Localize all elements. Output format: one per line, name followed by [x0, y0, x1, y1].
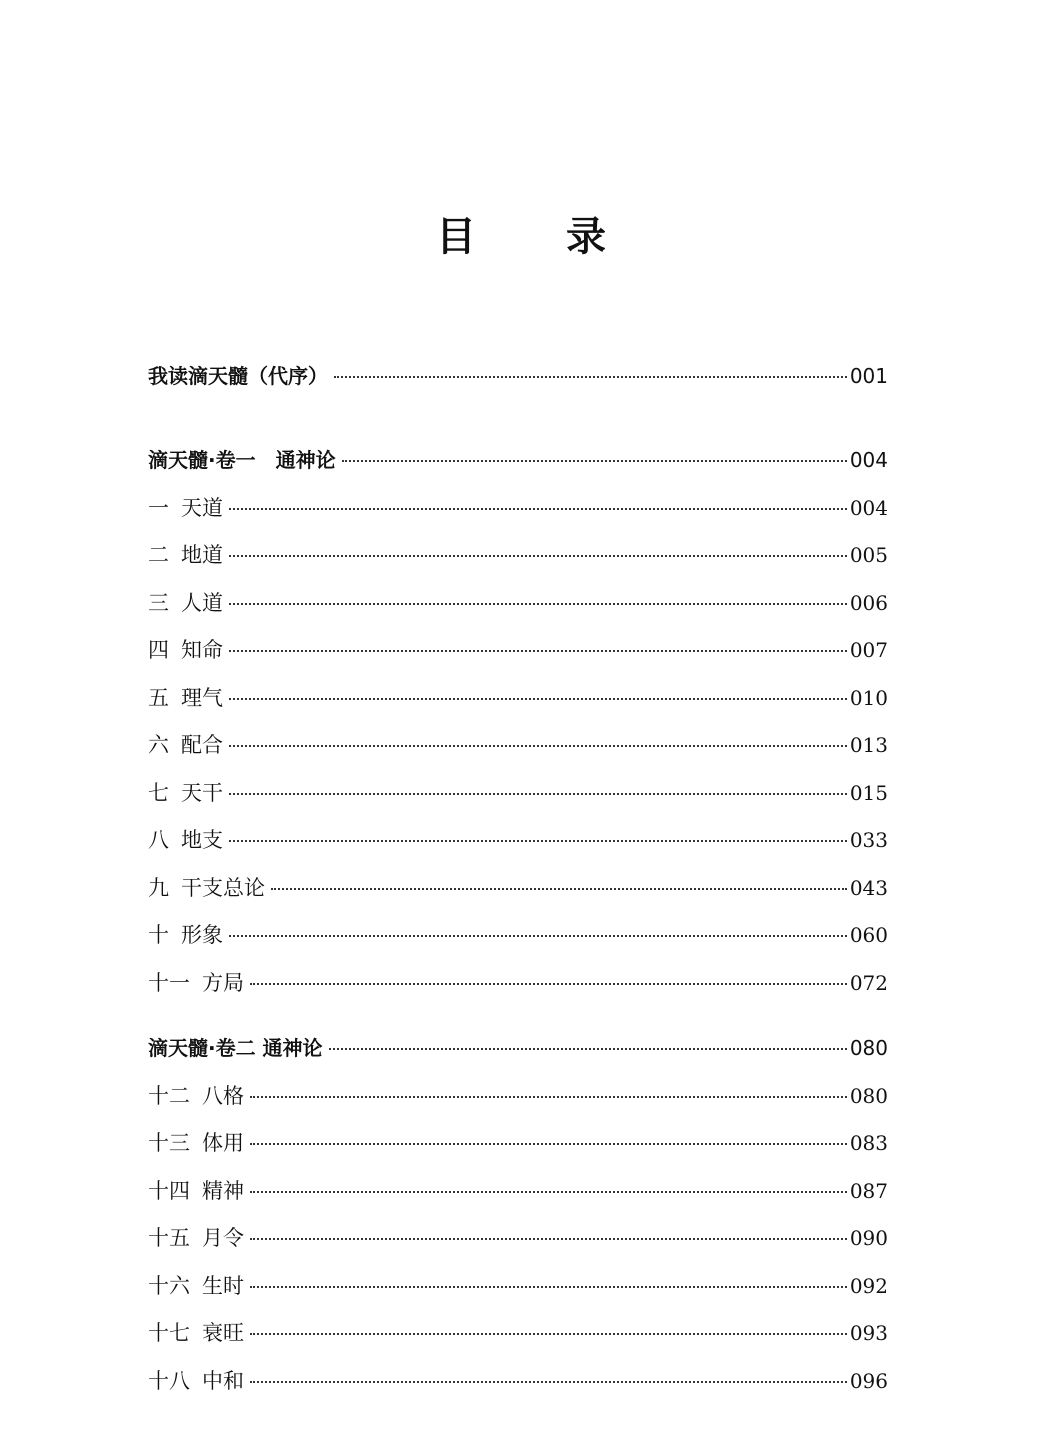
toc-entry[interactable] — [148, 1266, 888, 1314]
dot-leader — [229, 791, 847, 795]
toc-entry-title — [148, 1266, 244, 1306]
toc-entry-number: 十四 — [148, 1178, 190, 1203]
toc-entry-title — [148, 440, 336, 480]
toc-entry-title — [148, 1028, 323, 1068]
toc-entry-label: 知命 — [181, 638, 223, 662]
toc-entry-title — [148, 1171, 244, 1211]
toc-entry-title — [148, 535, 223, 575]
toc-entry-number: 四 — [148, 638, 169, 662]
toc-page-number: 060 — [849, 923, 888, 947]
toc-entry[interactable] — [148, 725, 888, 773]
toc-entry-number: 十二 — [148, 1083, 190, 1108]
toc-entry-label: 我读滴天髓（代序） — [148, 364, 328, 388]
toc-entry-number: 七 — [148, 780, 169, 805]
toc-page-number: 005 — [849, 543, 888, 567]
toc-entry[interactable] — [148, 535, 888, 583]
toc-page-number: 004 — [849, 495, 888, 520]
toc-entry[interactable] — [148, 1123, 888, 1171]
dot-leader — [229, 553, 847, 557]
toc-page-number: 043 — [849, 875, 888, 900]
toc-entry-title — [148, 678, 223, 718]
toc-entry-title — [148, 1313, 244, 1353]
toc-entry-label: 配合 — [181, 733, 223, 757]
toc-entry[interactable] — [148, 773, 888, 821]
toc-section-heading[interactable] — [148, 356, 888, 422]
toc-entry[interactable] — [148, 963, 888, 1011]
table-of-contents — [148, 356, 888, 1408]
dot-leader — [250, 1284, 847, 1288]
toc-entry-number: 十六 — [148, 1273, 190, 1298]
toc-entry-number: 十八 — [148, 1368, 190, 1393]
toc-entry[interactable] — [148, 1361, 888, 1409]
toc-entry-label: 体用 — [202, 1131, 244, 1155]
toc-entry-label: 八格 — [202, 1083, 244, 1108]
toc-entry-label: 月令 — [202, 1226, 244, 1250]
toc-section-heading[interactable] — [148, 1028, 888, 1076]
toc-entry-number: 二 — [148, 543, 169, 567]
toc-entry[interactable] — [148, 488, 888, 536]
toc-entry-number: 八 — [148, 828, 169, 852]
toc-entry-number: 十 — [148, 923, 169, 947]
dot-leader — [250, 1236, 847, 1240]
toc-entry-title — [148, 915, 223, 955]
toc-entry-number: 十七 — [148, 1321, 190, 1345]
toc-entry-title — [148, 1361, 244, 1401]
dot-leader — [229, 601, 847, 605]
toc-page-number: 092 — [849, 1273, 888, 1298]
toc-entry-number: 六 — [148, 733, 169, 757]
toc-entry[interactable] — [148, 583, 888, 631]
toc-entry-label: 精神 — [202, 1178, 244, 1203]
dot-leader — [229, 648, 847, 652]
dot-leader — [271, 886, 847, 890]
toc-entry[interactable] — [148, 1171, 888, 1219]
toc-entry-number: 九 — [148, 875, 169, 900]
toc-entry[interactable] — [148, 1218, 888, 1266]
toc-page-number: 013 — [849, 733, 888, 757]
toc-entry-label: 地支 — [181, 828, 223, 852]
dot-leader — [229, 743, 847, 747]
toc-entry[interactable] — [148, 1313, 888, 1361]
toc-entry-label: 方局 — [202, 970, 244, 995]
toc-entry-title — [148, 773, 223, 813]
toc-page-number: 006 — [849, 590, 888, 615]
toc-entry-title — [148, 1218, 244, 1258]
toc-entry-title — [148, 630, 223, 670]
toc-entry-label: 天干 — [181, 780, 223, 805]
toc-entry[interactable] — [148, 868, 888, 916]
toc-entry-number: 五 — [148, 685, 169, 710]
toc-entry-title — [148, 820, 223, 860]
dot-leader — [334, 374, 847, 378]
toc-page-number: 093 — [849, 1321, 888, 1345]
toc-entry[interactable] — [148, 678, 888, 726]
toc-entry-title — [148, 583, 223, 623]
toc-entry-title — [148, 356, 328, 396]
toc-page-number: 080 — [849, 1083, 888, 1108]
toc-section-heading[interactable] — [148, 440, 888, 488]
toc-page-number: 007 — [849, 638, 888, 662]
toc-entry-number: 十一 — [148, 970, 190, 995]
toc-entry-label: 天道 — [181, 495, 223, 520]
toc-entry-title — [148, 725, 223, 765]
toc-page-number: 090 — [849, 1226, 888, 1250]
toc-entry-label: 滴天髓·卷一 通神论 — [148, 448, 336, 472]
toc-entry-label: 生时 — [202, 1273, 244, 1298]
toc-entry[interactable] — [148, 1076, 888, 1124]
dot-leader — [229, 696, 847, 700]
dot-leader — [229, 933, 847, 937]
dot-leader — [250, 1141, 847, 1145]
toc-entry-number: 一 — [148, 495, 169, 520]
dot-leader — [229, 506, 847, 510]
toc-entry[interactable] — [148, 820, 888, 868]
toc-page-number: 015 — [849, 780, 888, 805]
toc-page-number: 096 — [849, 1368, 888, 1393]
toc-entry-label: 滴天髓·卷二 通神论 — [148, 1036, 323, 1060]
toc-entry[interactable] — [148, 915, 888, 963]
toc-entry-number: 三 — [148, 590, 169, 615]
toc-entry-title — [148, 868, 265, 908]
dot-leader — [250, 981, 847, 985]
toc-page-number: 072 — [849, 970, 888, 995]
toc-entry-label: 干支总论 — [181, 875, 265, 900]
toc-entry-label: 衰旺 — [202, 1321, 244, 1345]
dot-leader — [250, 1379, 847, 1383]
dot-leader — [342, 458, 847, 462]
toc-entry-title — [148, 963, 244, 1003]
toc-entry-label: 地道 — [181, 543, 223, 567]
dot-leader — [250, 1189, 847, 1193]
toc-page-number: 083 — [849, 1131, 888, 1155]
dot-leader — [250, 1331, 847, 1335]
page-title: 目 录 — [436, 214, 644, 260]
toc-entry-title — [148, 1123, 244, 1163]
dot-leader — [329, 1046, 847, 1050]
toc-page-number: 033 — [849, 828, 888, 852]
toc-entry-title — [148, 488, 223, 528]
toc-entry-label: 人道 — [181, 590, 223, 615]
toc-page-number: 001 — [849, 364, 888, 388]
dot-leader — [229, 838, 847, 842]
toc-entry[interactable] — [148, 630, 888, 678]
toc-page-number: 010 — [849, 685, 888, 710]
toc-entry-label: 形象 — [181, 923, 223, 947]
toc-page-number: 004 — [849, 448, 888, 472]
toc-entry-title — [148, 1076, 244, 1116]
dot-leader — [250, 1094, 847, 1098]
toc-entry-label: 中和 — [202, 1368, 244, 1393]
toc-page-number: 080 — [849, 1036, 888, 1060]
toc-entry-number: 十三 — [148, 1131, 190, 1155]
toc-page-number: 087 — [849, 1178, 888, 1203]
toc-entry-label: 理气 — [181, 685, 223, 710]
toc-entry-number: 十五 — [148, 1226, 190, 1250]
